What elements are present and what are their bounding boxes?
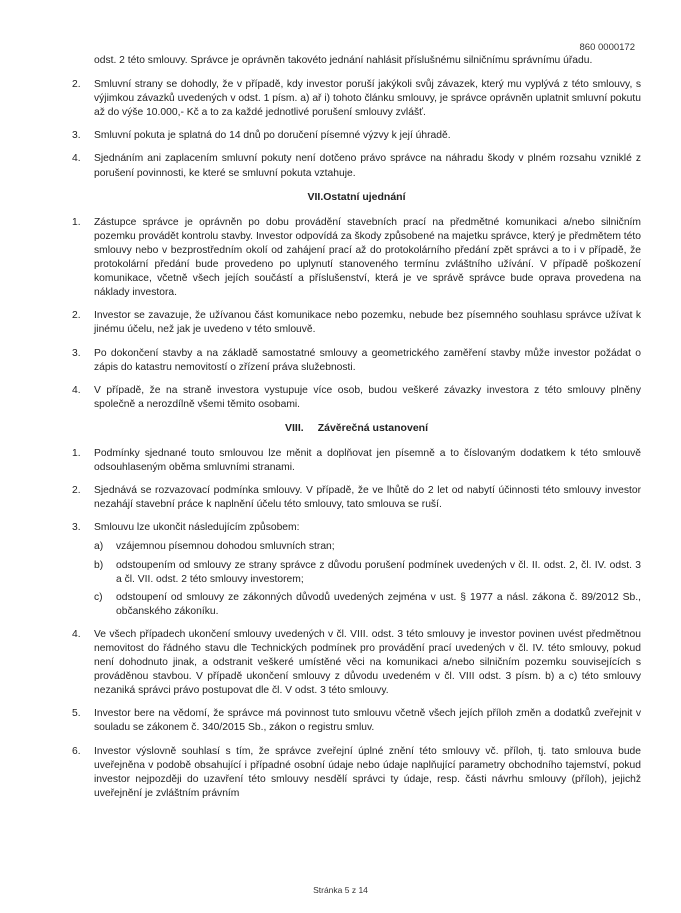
section-heading-viii: VIII. Závěrečná ustanovení bbox=[285, 421, 428, 434]
list-item: 4. V případě, že na straně investora vystupuje více osob, budou veškeré závazky investora z této smlouvy plněny společně a nerozdílně všemi těmito osobami. bbox=[72, 384, 641, 410]
list-item: 2. Smluvní strany se dohodly, že v případě, kdy investor poruší jakýkoli svůj závazek, který mu vyplývá z této smlouvy, s výjimkou závazků uvedených v odst. 1 písm. a) ař i) tohoto článku smlouvy, je správce oprávněn uplatnit smluvní pokutu až do výše 10.000,- Kč a to za každé jednotlivé porušení smlouvy zvlášť. bbox=[72, 79, 641, 119]
list-item: 1. Zástupce správce je oprávněn po dobu provádění stavebních prací na předmětné komunikaci a/nebo silničním pozemku provádět kontrolu stavby. Investor odpovídá za škody způsobené na majetku správce, který je předmětem této smlouvy nebo v bezprostředním okolí od zahájení prací až do protokolárního předání zpět správci a to i v případě, že protokolární předání bude provedeno po uplynutí stanoveného termínu zvláštního užívání. V případě poškození komunikace, včetně všech jejích součástí a příslušenství, která je ve správě správce bude oprava provedena na náklady investora. bbox=[72, 216, 641, 299]
list-item: 4. Ve všech případech ukončení smlouvy uvedených v čl. VIII. odst. 3 této smlouvy je investor povinen uvést předmětnou nemovitost do řádného stavu dle Technických podmínek pro provádění prací uvedených v čl. IV. této smlouvy, pokud není dohodnuto jinak, a odstranit veškeré umístěné věci na komunikaci a/nebo silničním pozemku souvisejících s prováděnou stavbou. V případě ukončení smlouvy z důvodu uvedeném v čl. VIII odst. 3 písm. b) a c) této smlouvy nezaniká správci právo postupovat dle čl. V odst. 3 této smlouvy. bbox=[72, 628, 641, 697]
sub-list-item: a) vzájemnou písemnou dohodou smluvních stran; bbox=[94, 541, 335, 553]
list-item: 5. Investor bere na vědomí, že správce má povinnost tuto smlouvu včetně všech jejích příloh změn a dodatků zveřejnit v souladu se zákonem č. 340/2015 Sb., zákon o registru smluv. bbox=[72, 708, 641, 734]
section-heading-vii: VII.Ostatní ujednání bbox=[307, 190, 406, 203]
list-item: 2. Investor se zavazuje, že užívanou část komunikace nebo pozemku, nebude bez písemného souhlasu správce užívat k jinému účelu, než jak je uvedeno v této smlouvě. bbox=[72, 310, 641, 336]
list-item: 3. Smluvní pokuta je splatná do 14 dnů po doručení písemné výzvy k její úhradě. bbox=[72, 130, 451, 142]
list-item: 3. Po dokončení stavby a na základě samostatné smlouvy a geometrického zaměření stavby může investor požádat o zápis do katastru nemovitostí o zřízení práva služebnosti. bbox=[72, 347, 641, 373]
list-item: 2. Sjednává se rozvazovací podmínka smlouvy. V případě, že ve lhůtě do 2 let od nabytí účinnosti této smlouvy investor nezahájí stavební práce k naplnění účelu této smlouvy, tato smlouva se ruší. bbox=[72, 485, 641, 511]
document-body bbox=[72, 54, 641, 810]
list-item: 1. Podmínky sjednané touto smlouvou lze měnit a doplňovat jen písemně a to číslovaným dodatkem k této smlouvě odsouhlaseným oběma smluvními stranami. bbox=[72, 447, 641, 474]
sub-list-item: b) odstoupením od smlouvy ze strany správce z důvodu porušení podmínek uvedených v čl. II. odst. 2, čl. IV. odst. 3 a čl. VII. odst. 2 této smlouvy investorem; bbox=[94, 559, 641, 585]
list-item: 4. Sjednáním ani zaplacením smluvní pokuty není dotčeno právo správce na náhradu škody v plném rozsahu vzniklé z porušení povinnosti, ke které se smluvní pokuta vztahuje. bbox=[72, 153, 641, 179]
sub-list-item: c) odstoupení od smlouvy ze zákonných důvodů uvedených zejména v ust. § 1977 a násl. zákona č. 89/2012 Sb., občanského zákoníku. bbox=[94, 591, 641, 617]
list-item: 3. Smlouvu lze ukončit následujícím způsobem: bbox=[72, 522, 300, 534]
list-item: 6. Investor výslovně souhlasí s tím, že správce zveřejní úplné znění této smlouvy vč. příloh, tj. tato smlouva bude uveřejněna v podobě obsahující i případné osobní údaje nebo údaje naplňující parametry obchodního tajemství, pokud investor nejpozději do uzavření této smlouvy nesdělí správci ty údaje, resp. části návrhu smlouvy (příloh), jejichž uveřejnění je zvláštním právním bbox=[72, 745, 641, 799]
paragraph-continuation: odst. 2 této smlouvy. Správce je oprávněn takovéto jednání nahlásit příslušnému silničnímu správnímu úřadu. bbox=[94, 55, 593, 66]
page-footer: Stránka 5 z 14 bbox=[313, 885, 368, 895]
document-number: 860 0000172 bbox=[579, 42, 635, 53]
